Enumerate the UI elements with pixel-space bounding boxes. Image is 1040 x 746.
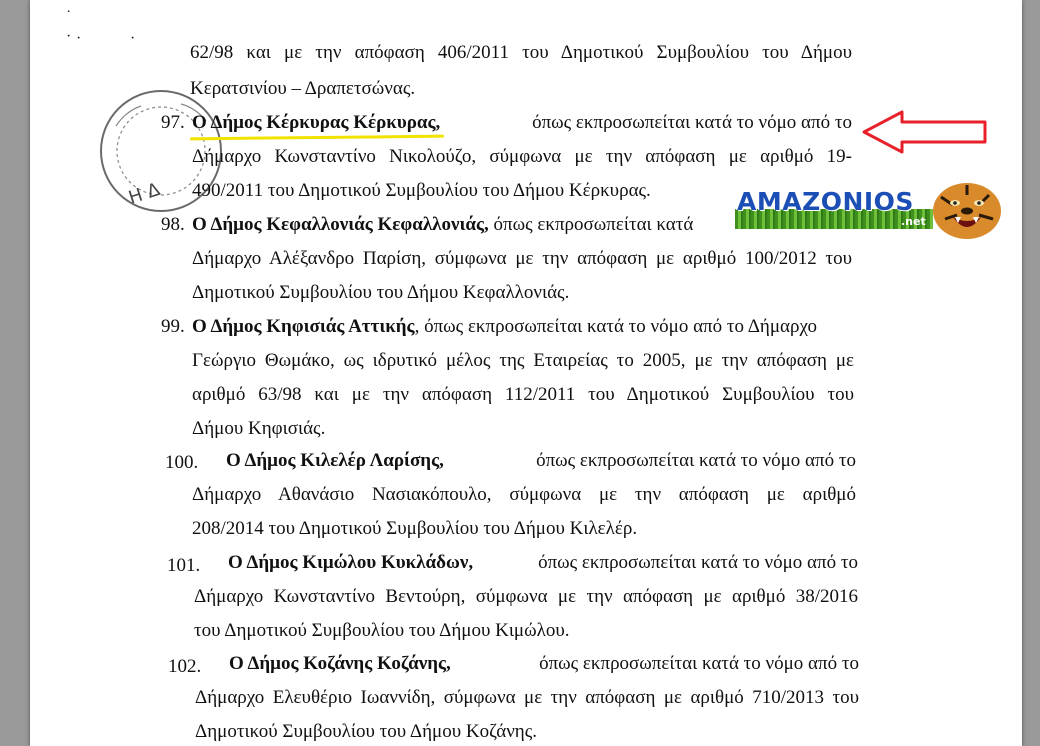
item-title: Ο Δήμος Κέρκυρας Κέρκυρας, [192,112,441,133]
item-title: Ο Δήμος Κεφαλλονιάς Κεφαλλονιάς, [192,214,489,235]
item-first-line [229,653,859,675]
scan-speck: · [130,30,136,47]
text-line: 490/2011 του Δημοτικού Συμβουλίου του Δήμου Κέρκυρας. [192,180,651,201]
text-line: 208/2014 του Δημοτικού Συμβουλίου του Δήμου Κιλελέρ. [192,518,638,539]
item-number: 101. [167,555,201,576]
item-title: Ο Δήμος Κιμώλου Κυκλάδων, [228,552,474,573]
text-line: Δημοτικού Συμβουλίου του Δήμου Κοζάνης. [195,721,538,742]
text-line: Δημοτικού Συμβουλίου του Δήμου Κεφαλλονιάς. [192,282,570,303]
scan-speck: · [66,28,72,45]
text-line: Δήμαρχο Ελευθέριο Ιωαννίδη, σύμφωνα με την απόφαση με αριθμό 710/2013 του [195,687,859,708]
text-line: Δήμαρχο Αθανάσιο Νασιακόπουλο, σύμφωνα με την απόφαση με αριθμό [192,484,856,505]
item-first-line [228,552,858,574]
text-line: Δήμαρχο Αλέξανδρο Παρίση, σύμφωνα με την απόφαση με αριθμό 100/2012 του [192,248,852,269]
item-number: 100. [165,452,199,473]
item-first-line [192,316,817,338]
item-number: 102. [168,656,202,677]
item-first-line [226,450,856,472]
scan-speck: · [76,30,82,47]
item-title: Ο Δήμος Κοζάνης Κοζάνης, [229,653,451,674]
text-line: Δήμαρχο Κωνσταντίνο Βεντούρη, σύμφωνα με την απόφαση με αριθμό 38/2016 [194,586,858,607]
item-text: όπως εκπροσωπείται κατά το νόμο από το [539,653,859,674]
item-number: 97. [161,112,185,133]
item-text: όπως εκπροσωπείται κατά [488,214,694,235]
scan-speck: ˙ [66,8,72,25]
item-number: 98. [161,214,185,235]
logo-brand: AMAZONIOS [737,187,914,216]
text-line: 62/98 και με την απόφαση 406/2011 του Δημοτικού Συμβουλίου του Δήμου [190,42,852,63]
item-title: Ο Δήμος Κηφισιάς Αττικής [192,316,415,337]
text-line: του Δημοτικού Συμβουλίου του Δήμου Κιμώλου. [194,620,570,641]
item-text: όπως εκπροσωπείται κατά το νόμο από το [536,450,856,471]
amazonios-logo [735,185,1005,243]
tiger-icon [927,179,1007,241]
item-text: όπως εκπροσωπείται κατά το νόμο από το [532,112,852,133]
text-line: Γεώργιο Θωμάκο, ως ιδρυτικό μέλος της Εταιρείας το 2005, με την απόφαση με [192,350,854,371]
item-first-line [192,112,852,134]
red-arrow-icon [860,108,990,156]
item-text: όπως εκπροσωπείται κατά το νόμο από το [538,552,858,573]
text-line: αριθμό 63/98 και με την απόφαση 112/2011 του Δημοτικού Συμβουλίου του [192,384,854,405]
stamp-letters: Η Δ [126,179,163,209]
text-line: Δήμου Κηφισιάς. [192,418,326,439]
item-text: , όπως εκπροσωπείται κατά το νόμο από το Δήμαρχο [414,316,818,337]
item-title: Ο Δήμος Κιλελέρ Λαρίσης, [226,450,444,471]
text-line: Κερατσινίου – Δραπετσώνας. [190,78,416,99]
item-first-line [192,214,693,236]
item-number: 99. [161,316,185,337]
text-line: Δήμαρχο Κωνσταντίνο Νικολούζο, σύμφωνα με την απόφαση με αριθμό 19- [192,146,852,167]
logo-suffix: .net [901,215,926,228]
